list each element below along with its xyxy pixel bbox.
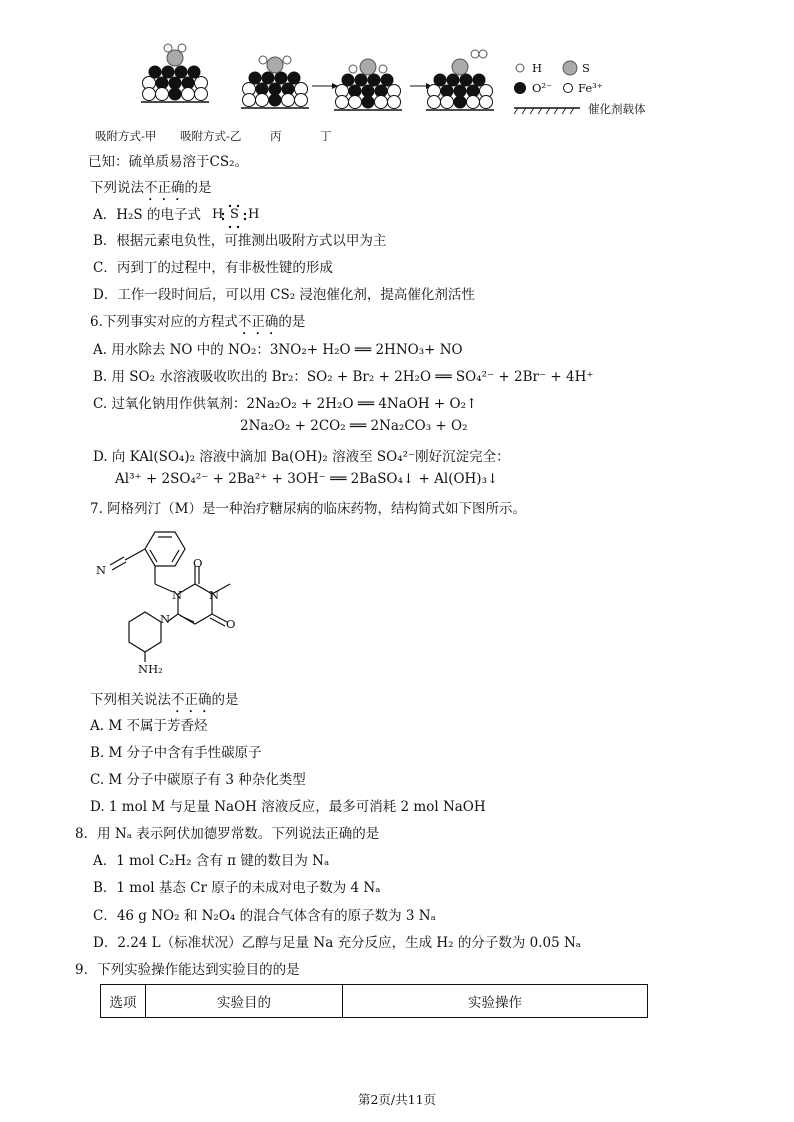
q7-option-d: D. 1 mol M 与足量 NaOH 溶液反应，最多可消耗 2 mol NaOH [90, 799, 486, 815]
q5-option-a: A．H₂S 的电子式 [93, 207, 201, 223]
table-header-purpose: 实验目的 [146, 985, 343, 1018]
atom-o1: O [193, 556, 203, 570]
label-yi: 吸附方式-乙 [180, 129, 242, 143]
legend-fe: Fe³⁺ [578, 81, 603, 95]
q5-option-d: D．工作一段时间后，可以用 CS₂ 浸泡催化剂，提高催化剂活性 [93, 287, 475, 303]
q5-option-c: C．丙到丁的过程中，有非极性键的形成 [93, 260, 333, 276]
q6-option-a: A. 用水除去 NO 中的 NO₂：3NO₂+ H₂O ══ 2HNO₃+ NO [93, 342, 463, 358]
table-header-option: 选项 [101, 985, 146, 1018]
lewis-s: S [230, 207, 239, 222]
q5-option-b: B．根据元素电负性，可推测出吸附方式以甲为主 [93, 233, 387, 249]
q7-option-c: C. M 分子中碳原子有 3 种杂化类型 [90, 772, 306, 788]
q7-option-b: B. M 分子中含有手性碳原子 [90, 745, 262, 761]
atom-nh2: NH₂ [138, 662, 163, 676]
page-footer: 第2页/共11页 [357, 1092, 437, 1107]
q6-stem: 6.下列事实对应的方程式不正确的是 [90, 314, 306, 330]
q8-option-b: B．1 mol 基态 Cr 原子的未成对电子数为 4 Nₐ [93, 880, 381, 896]
lewis-h2: H [248, 207, 260, 222]
atom-nitrile-n: N [96, 563, 107, 577]
q6-option-d1: D. 向 KAl(SO₄)₂ 溶液中滴加 Ba(OH)₂ 溶液至 SO₄²⁻刚好沉淀完全： [93, 449, 510, 465]
q7-substem: 下列相关说法不正确的是 [90, 692, 239, 708]
atom-n1: N [172, 588, 183, 602]
q5-stem: 下列说法不正确的是 [90, 180, 212, 196]
experiment-table [100, 984, 648, 1018]
q7-stem: 7. 阿格列汀（M）是一种治疗糖尿病的临床药物，结构简式如下图所示。 [90, 501, 526, 517]
table-header-row [101, 985, 648, 1018]
q8-option-c: C．46 g NO₂ 和 N₂O₄ 的混合气体含有的原子数为 3 Nₐ [93, 908, 436, 924]
label-jia: 吸附方式-甲 [95, 129, 157, 143]
note: 已知：硫单质易溶于CS₂。 [88, 154, 248, 170]
q8-stem: 8．用 Nₐ 表示阿伏加德罗常数。下列说法正确的是 [75, 826, 380, 842]
q9-stem: 9．下列实验操作能达到实验目的的是 [75, 962, 300, 978]
q6-option-b: B. 用 SO₂ 水溶液吸收吹出的 Br₂：SO₂ + Br₂ + 2H₂O ══ SO₄²⁻ + 2Br⁻ + 4H⁺ [93, 369, 594, 385]
label-ding: 丁 [320, 129, 332, 143]
q7-option-a: A. M 不属于芳香烃 [90, 718, 208, 734]
legend-support: 催化剂载体 [588, 102, 646, 116]
q6-option-c2: 2Na₂O₂ + 2CO₂ ══ 2Na₂CO₃ + O₂ [240, 418, 468, 434]
q8-option-d: D．2.24 L（标准状况）乙醇与足量 Na 充分反应，生成 H₂ 的分子数为 0.05 Nₐ [93, 935, 582, 951]
label-bing: 丙 [270, 129, 282, 143]
alogliptin-structure [95, 522, 255, 682]
lewis-h1: H [212, 207, 224, 222]
q6-option-c1: C. 过氧化钠用作供氧剂：2Na₂O₂ + 2H₂O ══ 4NaOH + O₂↑ [93, 396, 478, 412]
legend-h: H [532, 61, 543, 75]
atom-n-pip: N [160, 612, 171, 626]
atom-o2: O [226, 617, 236, 631]
table-header-operation: 实验操作 [343, 985, 648, 1018]
q8-option-a: A．1 mol C₂H₂ 含有 π 键的数目为 Nₐ [93, 853, 330, 869]
legend-o: O²⁻ [532, 81, 553, 95]
legend-s: S [582, 61, 590, 75]
q6-option-d2: Al³⁺ + 2SO₄²⁻ + 2Ba²⁺ + 3OH⁻ ══ 2BaSO₄↓ + Al(OH)₃↓ [115, 471, 499, 487]
atom-n2: N [209, 588, 220, 602]
